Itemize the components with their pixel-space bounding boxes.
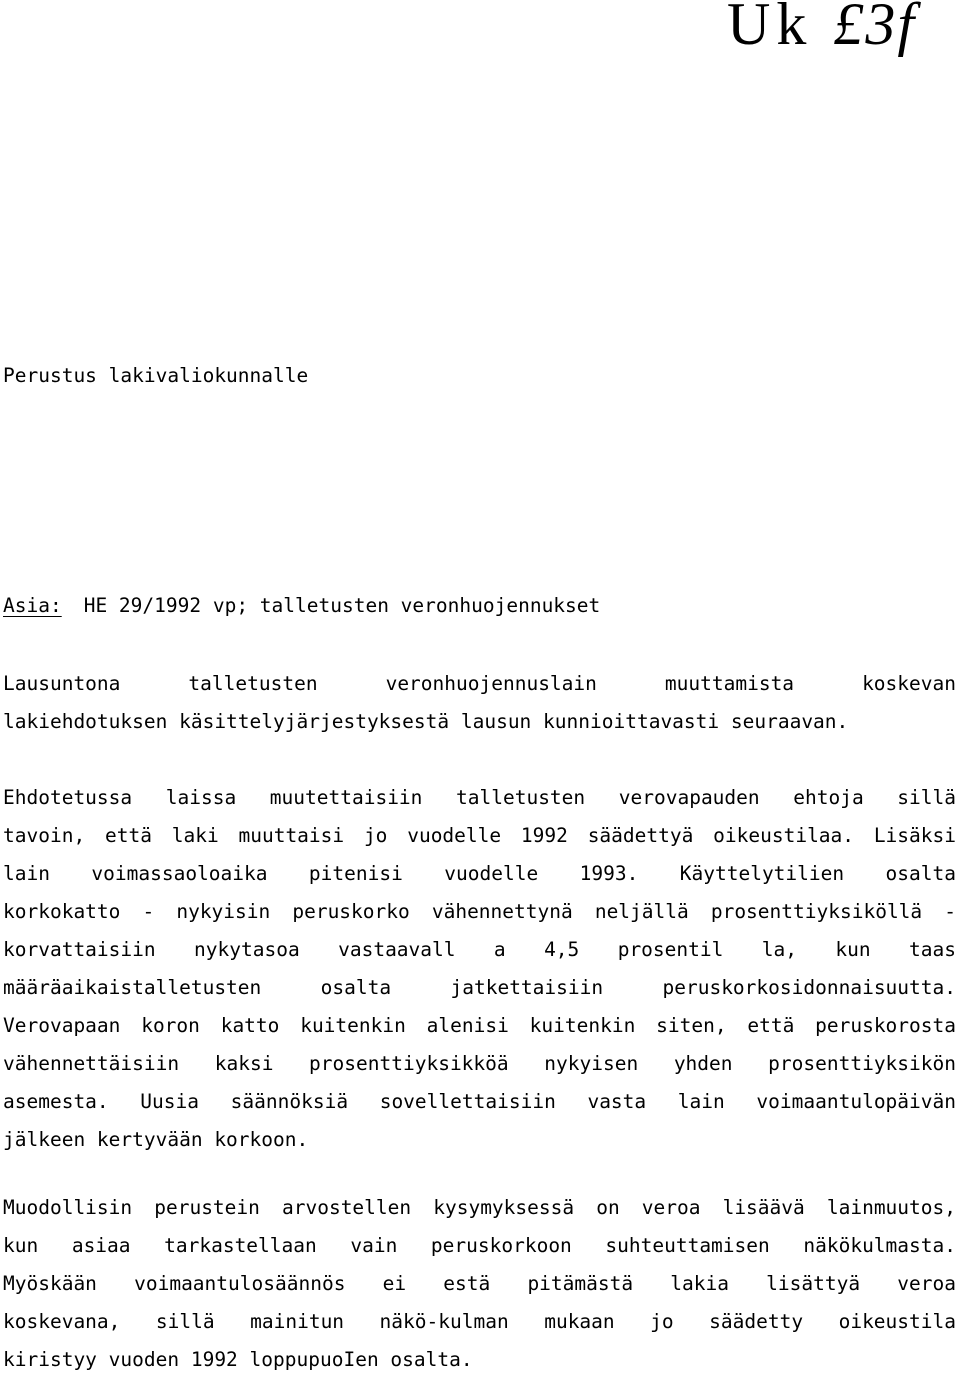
paragraph-3-line-5: kiristyy vuoden 1992 loppupuoIen osalta. — [3, 1348, 473, 1371]
paragraph-2-line-6: määräaikaistalletusten osalta jatkettaisiin peruskorkosidonnaisuutta. — [3, 976, 956, 999]
paragraph-3-line-1: Muodollisin perustein arvostellen kysymyksessä on veroa lisäävä lainmuutos, — [3, 1196, 956, 1219]
subject-label: Asia: — [3, 594, 62, 617]
header-reference-mark — [726, 0, 916, 57]
subject-text: HE 29/1992 vp; talletusten veronhuojennukset — [83, 594, 601, 617]
paragraph-2-line-3: lain voimassaoloaika pitenisi vuodelle 1993. Käyttelytilien osalta — [3, 862, 956, 885]
subject-line — [3, 594, 600, 618]
paragraph-3-line-3: Myöskään voimaantulosäännös ei estä pitämästä lakia lisättyä veroa — [3, 1272, 956, 1295]
addressee-line: Perustus lakivaliokunnalle — [3, 364, 309, 387]
paragraph-2-line-5: korvattaisiin nykytasoa vastaavall a 4,5 prosentil la, kun taas — [3, 938, 956, 961]
header-mark-script: £3f — [833, 0, 916, 57]
paragraph-2-line-8: vähennettäisiin kaksi prosenttiyksikköä nykyisen yhden prosenttiyksikön — [3, 1052, 956, 1075]
paragraph-1-line-2: lakiehdotuksen käsittelyjärjestyksestä lausun kunnioittavasti seuraavan. — [3, 710, 849, 733]
paragraph-2-line-7: Verovapaan koron katto kuitenkin alenisi kuitenkin siten, että peruskorosta — [3, 1014, 956, 1037]
paragraph-3-line-2: kun asiaa tarkastellaan vain peruskorkoon suhteuttamisen näkökulmasta. — [3, 1234, 956, 1257]
paragraph-2-line-1: Ehdotetussa laissa muutettaisiin talletusten verovapauden ehtoja sillä — [3, 786, 956, 809]
paragraph-2-line-4: korkokatto - nykyisin peruskorko vähennettynä neljällä prosenttiyksiköllä - — [3, 900, 956, 923]
paragraph-2-line-2: tavoin, että laki muuttaisi jo vuodelle 1992 säädettyä oikeustilaa. Lisäksi — [3, 824, 956, 847]
header-mark-text: Uk — [726, 0, 813, 57]
paragraph-1-line-1: Lausuntona talletusten veronhuojennuslain muuttamista koskevan — [3, 672, 956, 695]
paragraph-2-line-9: asemesta. Uusia säännöksiä sovellettaisiin vasta lain voimaantulopäivän — [3, 1090, 956, 1113]
paragraph-3-line-4: koskevana, sillä mainitun näkö-kulman mukaan jo säädetty oikeustila — [3, 1310, 956, 1333]
paragraph-2-line-10: jälkeen kertyvään korkoon. — [3, 1128, 309, 1151]
